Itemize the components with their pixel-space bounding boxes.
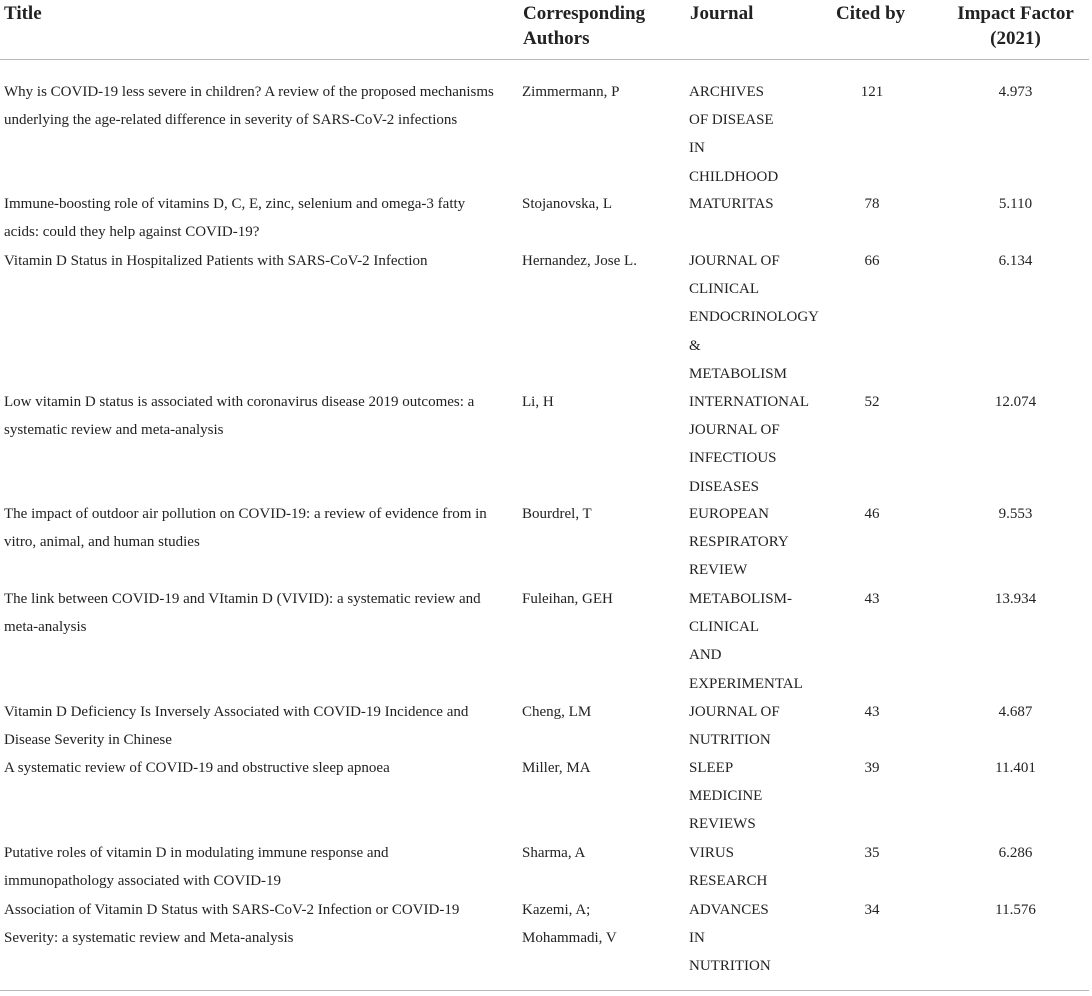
row-authors: Sharma, A bbox=[522, 845, 586, 861]
row-title: The link between COVID-19 and VItamin D (VIVID): a systematic review and meta-analysis bbox=[4, 591, 481, 636]
row-authors: Stojanovska, L bbox=[522, 196, 612, 212]
row-cited-by: 43 bbox=[864, 591, 880, 607]
row-journal: JOURNAL OF NUTRITION bbox=[689, 704, 780, 749]
row-impact-factor: 11.401 bbox=[995, 760, 1036, 776]
row-journal: EUROPEAN RESPIRATORY REVIEW bbox=[689, 506, 789, 579]
row-cited-by: 46 bbox=[864, 506, 880, 522]
row-journal: JOURNAL OF CLINICAL ENDOCRINOLOGY & METABOLISM bbox=[689, 253, 819, 382]
row-journal: SLEEP MEDICINE REVIEWS bbox=[689, 760, 763, 833]
row-title: Vitamin D Deficiency Is Inversely Associated with COVID-19 Incidence and Disease Severity in Chinese bbox=[4, 704, 469, 749]
row-title: The impact of outdoor air pollution on COVID-19: a review of evidence from in vitro, animal, and human studies bbox=[4, 506, 487, 551]
row-impact-factor: 13.934 bbox=[994, 591, 1037, 607]
row-authors: Li, H bbox=[522, 394, 554, 410]
row-journal: ARCHIVES OF DISEASE IN CHILDHOOD bbox=[689, 84, 779, 185]
header-divider bbox=[0, 59, 1089, 60]
header-corresponding-authors: Corresponding Authors bbox=[523, 3, 646, 49]
header-title: Title bbox=[4, 3, 42, 24]
row-authors: Kazemi, A; Mohammadi, V bbox=[522, 902, 617, 947]
row-journal: VIRUS RESEARCH bbox=[689, 845, 768, 890]
row-title: Association of Vitamin D Status with SARS-CoV-2 Infection or COVID-19 Severity: a systematic review and Meta-analysis bbox=[4, 902, 460, 947]
header-cited-by: Cited by bbox=[836, 3, 906, 24]
row-cited-by: 121 bbox=[860, 84, 884, 100]
row-cited-by: 78 bbox=[864, 196, 880, 212]
table-bottom-rule bbox=[0, 990, 1089, 991]
row-impact-factor: 9.553 bbox=[998, 506, 1033, 522]
row-authors: Fuleihan, GEH bbox=[522, 591, 613, 607]
row-impact-factor: 4.973 bbox=[998, 84, 1033, 100]
row-cited-by: 52 bbox=[864, 394, 880, 410]
row-title: Low vitamin D status is associated with coronavirus disease 2019 outcomes: a systematic review and meta-analysis bbox=[4, 394, 475, 439]
row-title: Immune-boosting role of vitamins D, C, E, zinc, selenium and omega-3 fatty acids: could they help against COVID-19? bbox=[4, 196, 466, 241]
row-impact-factor: 6.134 bbox=[998, 253, 1033, 269]
row-title: Why is COVID-19 less severe in children? A review of the proposed mechanisms underlying the age-related difference in severity of SARS-CoV-2 infections bbox=[4, 84, 494, 129]
header-journal: Journal bbox=[690, 3, 754, 24]
row-cited-by: 66 bbox=[864, 253, 880, 269]
row-impact-factor: 4.687 bbox=[998, 704, 1033, 720]
row-cited-by: 43 bbox=[864, 704, 880, 720]
row-authors: Miller, MA bbox=[522, 760, 591, 776]
row-impact-factor: 6.286 bbox=[998, 845, 1033, 861]
row-cited-by: 34 bbox=[864, 902, 880, 918]
row-authors: Zimmermann, P bbox=[522, 84, 620, 100]
row-impact-factor: 12.074 bbox=[994, 394, 1037, 410]
row-journal: ADVANCES IN NUTRITION bbox=[689, 902, 771, 975]
row-title: A systematic review of COVID-19 and obstructive sleep apnoea bbox=[4, 760, 390, 776]
row-journal: METABOLISM- CLINICAL AND EXPERIMENTAL bbox=[689, 591, 803, 692]
row-journal: INTERNATIONAL JOURNAL OF INFECTIOUS DISEASES bbox=[689, 394, 809, 495]
row-cited-by: 35 bbox=[864, 845, 880, 861]
row-cited-by: 39 bbox=[864, 760, 880, 776]
row-title: Putative roles of vitamin D in modulating immune response and immunopathology associated with COVID-19 bbox=[4, 845, 389, 890]
row-authors: Cheng, LM bbox=[522, 704, 592, 720]
row-impact-factor: 5.110 bbox=[998, 196, 1033, 212]
row-authors: Bourdrel, T bbox=[522, 506, 592, 522]
header-impact-factor: Impact Factor (2021) bbox=[957, 3, 1074, 49]
row-impact-factor: 11.576 bbox=[995, 902, 1036, 918]
row-authors: Hernandez, Jose L. bbox=[522, 253, 637, 269]
row-journal: MATURITAS bbox=[689, 196, 774, 212]
row-title: Vitamin D Status in Hospitalized Patients with SARS-CoV-2 Infection bbox=[4, 253, 428, 269]
